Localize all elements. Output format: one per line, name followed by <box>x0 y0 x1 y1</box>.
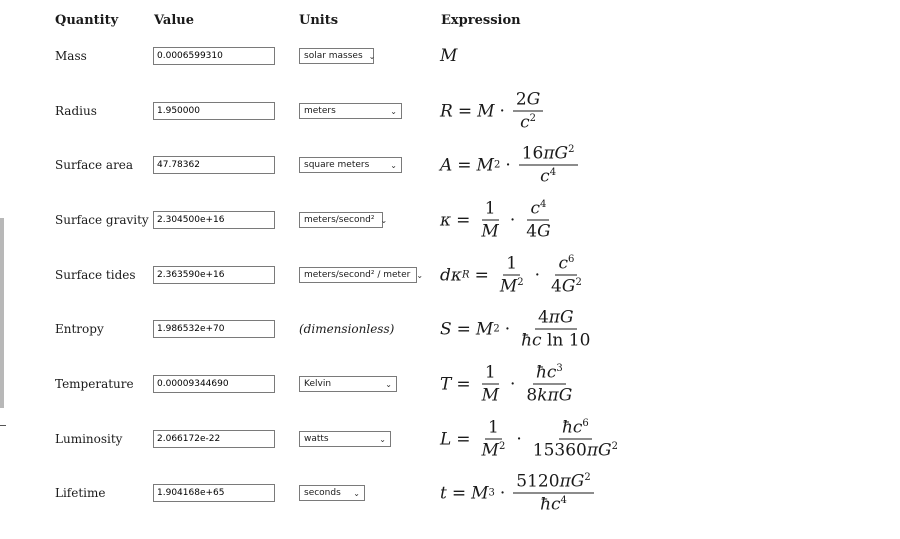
select-value: meters/second² / meter <box>304 270 411 280</box>
surface-area-expression: A = M 2 · $\frac{16\pi G^2}{c^4}$ <box>440 144 581 187</box>
mass-expression: M <box>440 46 458 66</box>
chevron-down-icon: ⌄ <box>416 270 424 280</box>
row-luminosity <box>0 412 900 466</box>
header-quantity: Quantity <box>55 13 119 28</box>
temperature-expression: T = $\frac{1}{M}$ · $\frac{ħc^3}{\text{8kπG}}$ <box>440 362 573 406</box>
entropy-units-label: (dimensionless) <box>299 322 395 336</box>
chevron-down-icon: ⌄ <box>353 488 360 498</box>
radius-expression: R = M · $\frac{2G}{c^2}$ <box>440 90 546 133</box>
quantity-label: Entropy <box>55 322 104 336</box>
luminosity-expression: L = $\frac{1}{M^2}$ · $\frac{ħc^6}{15360\pi G^2}$ <box>440 417 618 461</box>
surface-area-units-select[interactable] <box>299 157 402 173</box>
mass-units-select[interactable] <box>299 48 374 64</box>
radius-units-select[interactable] <box>299 103 402 119</box>
lifetime-value-input[interactable] <box>153 484 275 502</box>
surface-tides-units-select[interactable] <box>299 267 424 283</box>
surface-gravity-expression: κ = $\frac{1}{M}$ · $\frac{c^4}{4G}$ <box>440 198 551 242</box>
select-value: meters/second² <box>304 215 375 225</box>
surface-gravity-value-input[interactable] <box>153 211 275 229</box>
chevron-down-icon: ⌄ <box>379 434 386 444</box>
mass-value-input[interactable] <box>153 47 275 65</box>
select-value: watts <box>304 434 329 444</box>
select-value: solar masses <box>304 51 363 61</box>
row-surface-area <box>0 138 900 192</box>
row-surface-gravity <box>0 193 900 247</box>
quantity-label: Mass <box>55 49 87 63</box>
surface-tides-expression: dκ R = $\frac{1}{M^2}$ · $\frac{c^6}{4G^2}$ <box>440 253 582 297</box>
entropy-value-input[interactable] <box>153 320 275 338</box>
luminosity-units-select[interactable] <box>299 431 391 447</box>
row-radius <box>0 84 900 138</box>
quantity-label: Luminosity <box>55 432 123 446</box>
select-value: Kelvin <box>304 379 332 389</box>
temperature-units-select[interactable] <box>299 376 397 392</box>
quantity-label: Lifetime <box>55 486 106 500</box>
header-expression: Expression <box>441 13 521 28</box>
chevron-down-icon: ⌄ <box>390 160 397 170</box>
lifetime-units-select[interactable] <box>299 485 365 501</box>
header-units: Units <box>299 13 339 28</box>
entropy-expression: S = M 2 · $\frac{4\pi G}{\text{ħc ln 10}}$ <box>440 307 591 351</box>
temperature-value-input[interactable] <box>153 375 275 393</box>
luminosity-value-input[interactable] <box>153 430 275 448</box>
surface-tides-value-input[interactable] <box>153 266 275 284</box>
row-mass <box>0 29 900 83</box>
radius-value-input[interactable] <box>153 102 275 120</box>
surface-area-value-input[interactable] <box>153 156 275 174</box>
quantity-label: Radius <box>55 104 97 118</box>
quantity-label: Surface gravity <box>55 213 149 227</box>
chevron-down-icon: ⌄ <box>390 106 397 116</box>
select-value: seconds <box>304 488 341 498</box>
row-temperature <box>0 357 900 411</box>
surface-gravity-units-select[interactable] <box>299 212 388 228</box>
chevron-down-icon: ⌄ <box>368 51 376 61</box>
row-entropy <box>0 302 900 356</box>
chevron-down-icon: ⌄ <box>385 379 392 389</box>
row-surface-tides <box>0 248 900 302</box>
quantity-label: Temperature <box>55 377 134 391</box>
header-value: Value <box>154 13 194 28</box>
chevron-down-icon: ⌄ <box>380 215 388 225</box>
row-lifetime <box>0 466 900 520</box>
quantity-label: Surface tides <box>55 268 136 282</box>
select-value: square meters <box>304 160 370 170</box>
lifetime-expression: t = M 3 · $\frac{5120\pi G^2}{ħc^4}$ <box>440 472 597 515</box>
quantity-label: Surface area <box>55 158 134 172</box>
select-value: meters <box>304 106 336 116</box>
